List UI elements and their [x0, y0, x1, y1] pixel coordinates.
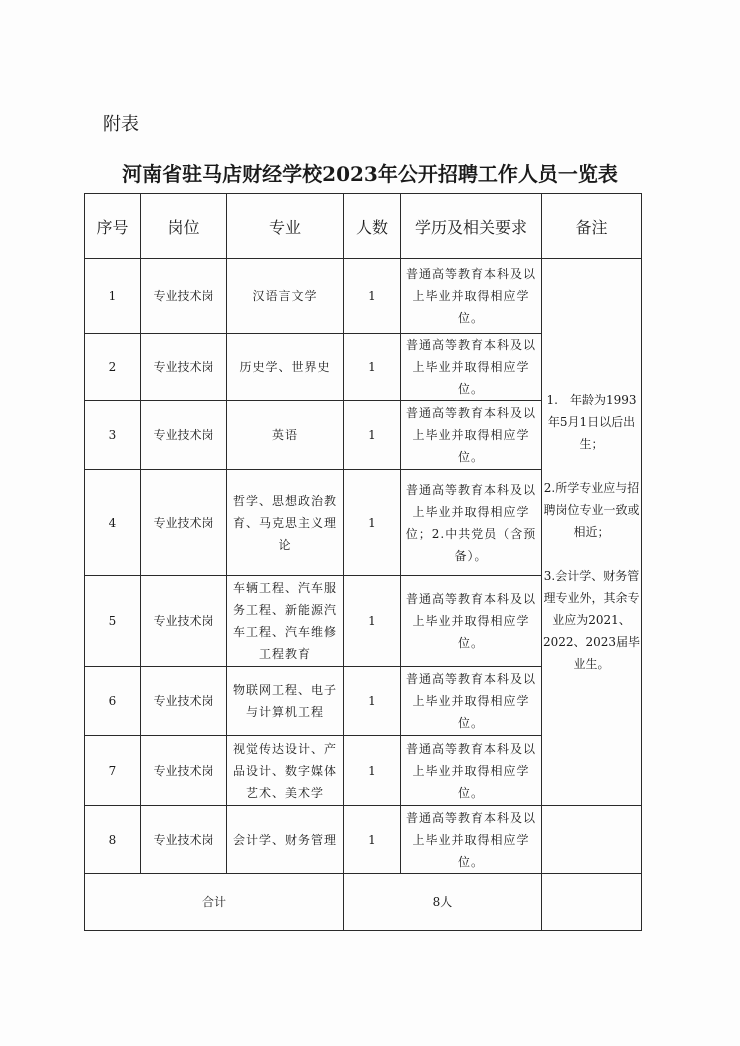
total-label: 合计	[85, 874, 344, 931]
cell-count: 1	[344, 334, 401, 401]
header-requirement: 学历及相关要求	[401, 194, 542, 259]
recruitment-table	[84, 193, 642, 931]
remark-item: 1. 年龄为1993年5月1日以后出生；	[546, 393, 637, 451]
total-remarks-empty	[542, 874, 642, 931]
cell-post: 专业技术岗	[141, 259, 227, 334]
cell-post: 专业技术岗	[141, 667, 227, 736]
cell-no: 3	[85, 401, 141, 470]
header-row	[85, 194, 642, 259]
cell-post: 专业技术岗	[141, 470, 227, 576]
cell-count: 1	[344, 259, 401, 334]
total-row	[85, 874, 642, 931]
cell-requirement: 普通高等教育本科及以上毕业并取得相应学位。	[401, 667, 542, 736]
cell-count: 1	[344, 470, 401, 576]
cell-count: 1	[344, 667, 401, 736]
cell-major: 车辆工程、汽车服务工程、新能源汽车工程、汽车维修工程教育	[227, 576, 344, 667]
cell-major: 英语	[227, 401, 344, 470]
cell-count: 1	[344, 806, 401, 874]
cell-post: 专业技术岗	[141, 576, 227, 667]
cell-requirement: 普通高等教育本科及以上毕业并取得相应学位；2.中共党员（含预备）。	[401, 470, 542, 576]
cell-count: 1	[344, 736, 401, 806]
cell-no: 1	[85, 259, 141, 334]
attachment-label: 附表	[103, 114, 139, 135]
remarks-cell	[542, 259, 642, 806]
cell-no: 5	[85, 576, 141, 667]
cell-major: 物联网工程、电子与计算机工程	[227, 667, 344, 736]
cell-major: 哲学、思想政治教育、马克思主义理论	[227, 470, 344, 576]
cell-post: 专业技术岗	[141, 401, 227, 470]
cell-post: 专业技术岗	[141, 334, 227, 401]
cell-requirement: 普通高等教育本科及以上毕业并取得相应学位。	[401, 576, 542, 667]
cell-no: 8	[85, 806, 141, 874]
cell-requirement: 普通高等教育本科及以上毕业并取得相应学位。	[401, 334, 542, 401]
table-row	[85, 806, 642, 874]
header-post: 岗位	[141, 194, 227, 259]
remark-item: 3.会计学、财务管理专业外，其余专业应为2021、2022、2023届毕业生。	[542, 569, 641, 671]
cell-post: 专业技术岗	[141, 806, 227, 874]
cell-major: 视觉传达设计、产品设计、数字媒体艺术、美术学	[227, 736, 344, 806]
cell-count: 1	[344, 401, 401, 470]
cell-requirement: 普通高等教育本科及以上毕业并取得相应学位。	[401, 736, 542, 806]
header-count: 人数	[344, 194, 401, 259]
cell-no: 6	[85, 667, 141, 736]
cell-count: 1	[344, 576, 401, 667]
remark-item: 2.所学专业应与招聘岗位专业一致或相近；	[543, 481, 640, 539]
cell-major: 会计学、财务管理	[227, 806, 344, 874]
header-major: 专业	[227, 194, 344, 259]
header-no: 序号	[85, 194, 141, 259]
cell-remarks-empty	[542, 806, 642, 874]
cell-requirement: 普通高等教育本科及以上毕业并取得相应学位。	[401, 806, 542, 874]
cell-no: 4	[85, 470, 141, 576]
cell-post: 专业技术岗	[141, 736, 227, 806]
cell-no: 2	[85, 334, 141, 401]
total-count: 8人	[344, 874, 542, 931]
cell-requirement: 普通高等教育本科及以上毕业并取得相应学位。	[401, 401, 542, 470]
cell-major: 汉语言文学	[227, 259, 344, 334]
cell-requirement: 普通高等教育本科及以上毕业并取得相应学位。	[401, 259, 542, 334]
cell-no: 7	[85, 736, 141, 806]
table-row	[85, 259, 642, 334]
document-title: 河南省驻马店财经学校2023年公开招聘工作人员一览表	[122, 162, 618, 186]
cell-major: 历史学、世界史	[227, 334, 344, 401]
header-remarks: 备注	[542, 194, 642, 259]
